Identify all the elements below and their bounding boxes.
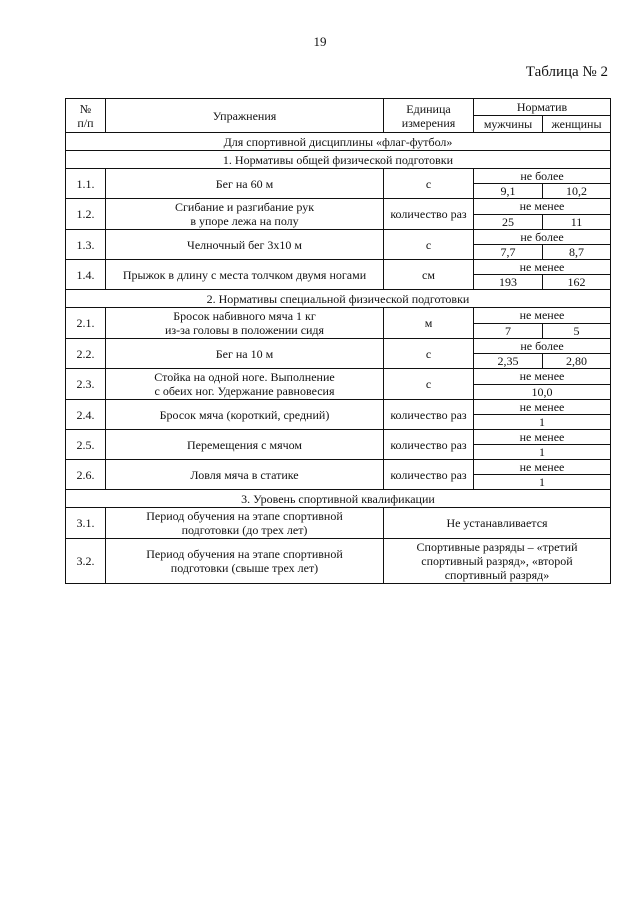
exercise-name: Прыжок в длину с места толчком двумя ногами xyxy=(106,260,384,290)
row-number: 1.2. xyxy=(66,199,106,230)
women-value: 2,80 xyxy=(543,354,611,369)
row-number: 2.4. xyxy=(66,400,106,430)
condition-cell: не менее xyxy=(474,199,611,215)
header-exercise: Упражнения xyxy=(106,99,384,133)
row-number: 2.2. xyxy=(66,339,106,369)
section-title: 1. Нормативы общей физической подготовки xyxy=(66,151,611,169)
section-row xyxy=(66,151,611,169)
exercise-name: Бросок мяча (короткий, средний) xyxy=(106,400,384,430)
section-row xyxy=(66,490,611,508)
common-value: 1 xyxy=(474,475,611,490)
header-norm: Норматив xyxy=(474,99,611,116)
table-row xyxy=(66,508,611,539)
exercise-name: Бросок набивного мяча 1 кг из-за головы в положении сидя xyxy=(106,308,384,339)
unit-cell: с xyxy=(384,169,474,199)
common-value: 10,0 xyxy=(474,384,611,400)
table-row xyxy=(66,369,611,385)
discipline-row xyxy=(66,133,611,151)
men-value: 7,7 xyxy=(474,245,543,260)
unit-cell: количество раз xyxy=(384,430,474,460)
table-row xyxy=(66,308,611,324)
norms-table xyxy=(65,98,611,584)
qualification-value: Не устанавливается xyxy=(384,508,611,539)
condition-cell: не более xyxy=(474,230,611,245)
women-value: 11 xyxy=(543,214,611,230)
unit-cell: с xyxy=(384,369,474,400)
table-row xyxy=(66,169,611,184)
unit-cell: количество раз xyxy=(384,400,474,430)
row-number: 1.3. xyxy=(66,230,106,260)
common-value: 1 xyxy=(474,415,611,430)
men-value: 193 xyxy=(474,275,543,290)
row-number: 2.3. xyxy=(66,369,106,400)
header-men: мужчины xyxy=(474,116,543,133)
exercise-name: Бег на 10 м xyxy=(106,339,384,369)
condition-cell: не менее xyxy=(474,260,611,275)
condition-cell: не менее xyxy=(474,460,611,475)
table-row xyxy=(66,199,611,215)
men-value: 7 xyxy=(474,323,543,339)
section-title: 3. Уровень спортивной квалификации xyxy=(66,490,611,508)
row-number: 1.4. xyxy=(66,260,106,290)
condition-cell: не более xyxy=(474,339,611,354)
header-unit-text: Единица измерения xyxy=(401,101,456,130)
table-row xyxy=(66,539,611,584)
table-row xyxy=(66,339,611,354)
table-row xyxy=(66,230,611,245)
row-number: 2.1. xyxy=(66,308,106,339)
discipline-cell: Для спортивной дисциплины «флаг-футбол» xyxy=(66,133,611,151)
condition-cell: не менее xyxy=(474,430,611,445)
exercise-name: Сгибание и разгибание рук в упоре лежа на полу xyxy=(106,199,384,230)
women-value: 10,2 xyxy=(543,184,611,199)
qualification-value: Спортивные разряды – «третий спортивный разряд», «второй спортивный разряд» xyxy=(384,539,611,584)
exercise-name: Челночный бег 3х10 м xyxy=(106,230,384,260)
unit-cell: см xyxy=(384,260,474,290)
table-row xyxy=(66,430,611,445)
women-value: 162 xyxy=(543,275,611,290)
exercise-name: Ловля мяча в статике xyxy=(106,460,384,490)
table-title: Таблица № 2 xyxy=(525,64,608,80)
row-number: 2.6. xyxy=(66,460,106,490)
men-value: 9,1 xyxy=(474,184,543,199)
header-unit xyxy=(384,99,474,133)
row-number: 2.5. xyxy=(66,430,106,460)
exercise-name: Стойка на одной ноге. Выполнение с обеих ног. Удержание равновесия xyxy=(106,369,384,400)
section-row xyxy=(66,290,611,308)
exercise-name: Бег на 60 м xyxy=(106,169,384,199)
header-num-text: № п/п xyxy=(77,101,94,130)
row-number: 3.1. xyxy=(66,508,106,539)
condition-cell: не более xyxy=(474,169,611,184)
unit-cell: м xyxy=(384,308,474,339)
unit-cell: с xyxy=(384,339,474,369)
table-row xyxy=(66,460,611,475)
header-num xyxy=(66,99,106,133)
row-number: 3.2. xyxy=(66,539,106,584)
row-number: 1.1. xyxy=(66,169,106,199)
condition-cell: не менее xyxy=(474,308,611,324)
condition-cell: не менее xyxy=(474,400,611,415)
common-value: 1 xyxy=(474,445,611,460)
exercise-name: Период обучения на этапе спортивной подготовки (свыше трех лет) xyxy=(106,539,384,584)
men-value: 2,35 xyxy=(474,354,543,369)
men-value: 25 xyxy=(474,214,543,230)
exercise-name: Период обучения на этапе спортивной подготовки (до трех лет) xyxy=(106,508,384,539)
women-value: 5 xyxy=(543,323,611,339)
women-value: 8,7 xyxy=(543,245,611,260)
section-title: 2. Нормативы специальной физической подготовки xyxy=(66,290,611,308)
page-number: 19 xyxy=(313,34,327,49)
unit-cell: количество раз xyxy=(384,460,474,490)
unit-cell: с xyxy=(384,230,474,260)
table-row xyxy=(66,260,611,275)
exercise-name: Перемещения с мячом xyxy=(106,430,384,460)
table-row xyxy=(66,400,611,415)
header-row xyxy=(66,99,611,116)
condition-cell: не менее xyxy=(474,369,611,385)
unit-cell: количество раз xyxy=(384,199,474,230)
header-women: женщины xyxy=(543,116,611,133)
